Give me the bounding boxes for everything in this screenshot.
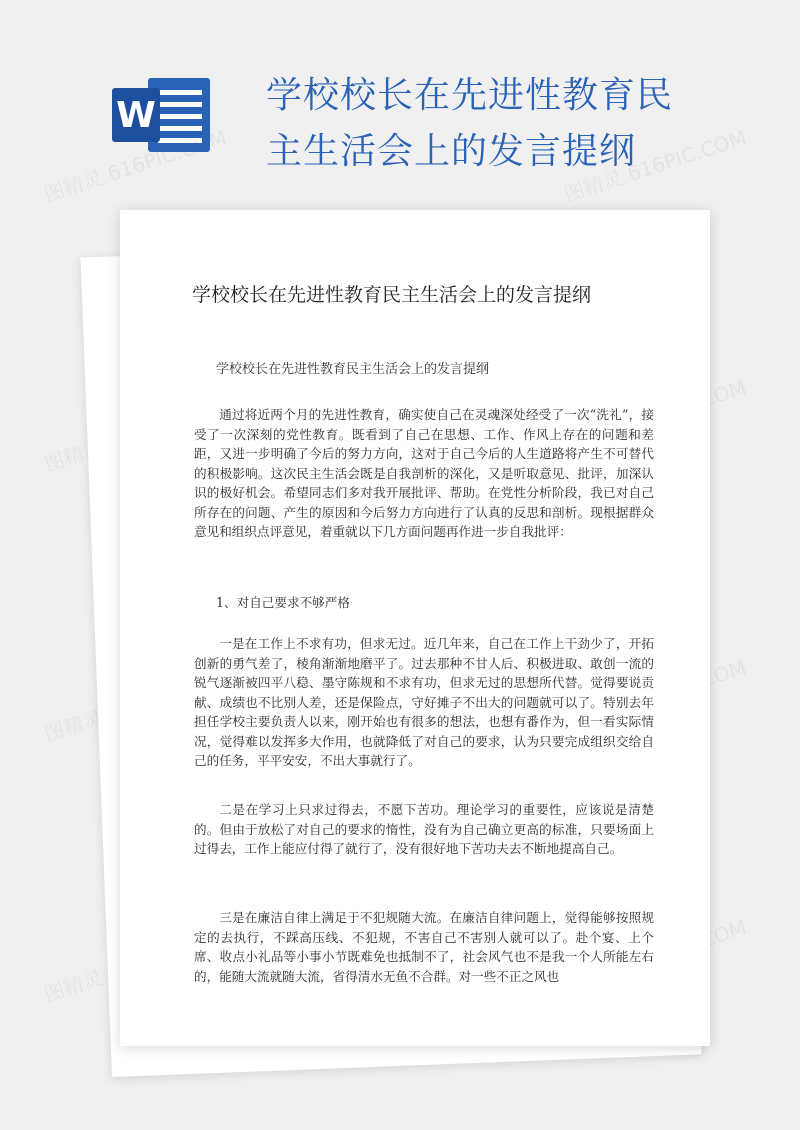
word-document-icon [110, 74, 214, 156]
page-header [0, 0, 800, 200]
paragraph-2: 二是在学习上只求过得去，不愿下苦功。理论学习的重要性，应该说是清楚的。但由于放松了对自己的要求的惰性，没有为自己确立更高的标准，只要场面上过得去，工作上能应付得了就行了，没有很好地下苦功夫去不断地提高自己。 [194, 802, 654, 856]
watermark: 图精灵 616PIC.COM [561, 125, 750, 207]
paragraph-1: 一是在工作上不求有功，但求无过。近几年来，自己在工作上干劲少了，开拓创新的勇气差了，棱角渐渐地磨平了。过去那种不甘人后、积极进取、敢创一流的锐气逐渐被四平八稳、墨守陈规和不求有功，但求无过的思想所代替。觉得要说贡献、成绩也不比别人差，还是保险点，守好摊子不出大的问题就可以了。特别去年担任学校主要负责人以来，刚开始也有很多的想法，也想有番作为，但一看实际情况，觉得难以发挥多大作用，也就降低了对自己的要求，认为只要完成组织交给自己的任务，平平安安，不出大事就行了。 [194, 636, 654, 768]
watermark: 图精灵 616PIC.COM [41, 125, 230, 207]
header-title: 学校校长在先进性教育民主生活会上的发言提纲 [266, 75, 674, 172]
word-logo-letter: W [116, 95, 156, 136]
paragraph-3: 三是在廉洁自律上满足于不犯规随大流。在廉洁自律问题上，觉得能够按照规定的去执行，不踩高压线、不犯规，不害自己不害别人就可以了。赴个宴、上个席、收点小礼品等小事小节既难免也抵制不了，社会风气也不是我一个人所能左右的，能随大流就随大流，省得清水无鱼不合群。对一些不正之风也 [194, 910, 654, 984]
watermark: 图精灵 [41, 965, 106, 1007]
watermark: 图精灵 [41, 705, 106, 747]
document-subtitle: 学校校长在先进性教育民主生活会上的发言提纲 [216, 362, 490, 377]
watermark: 图精灵 [41, 435, 106, 477]
document-page [120, 210, 710, 1046]
section-heading: 1、对自己要求不够严格 [216, 595, 350, 610]
intro-paragraph: 通过将近两个月的先进性教育，确实使自己在灵魂深处经受了一次“洗礼”，接受了一次深刻的党性教育。既看到了自己在思想、工作、作风上存在的问题和差距，又进一步明确了今后的努力方向，这对于自己今后的人生道路将产生不可替代的积极影响。这次民主生活会既是自我剖析的深化，又是听取意见、批评，加深认识的极好机会。希望同志们多对我开展批评、帮助。在党性分析阶段，我已对自己所存在的问题、产生的原因和今后努力方向进行了认真的反思和剖析。现根据群众意见和组织点评意见，着重就以下几方面问题再作进一步自我批评： [194, 407, 654, 539]
document-title: 学校校长在先进性教育民主生活会上的发言提纲 [192, 284, 592, 306]
